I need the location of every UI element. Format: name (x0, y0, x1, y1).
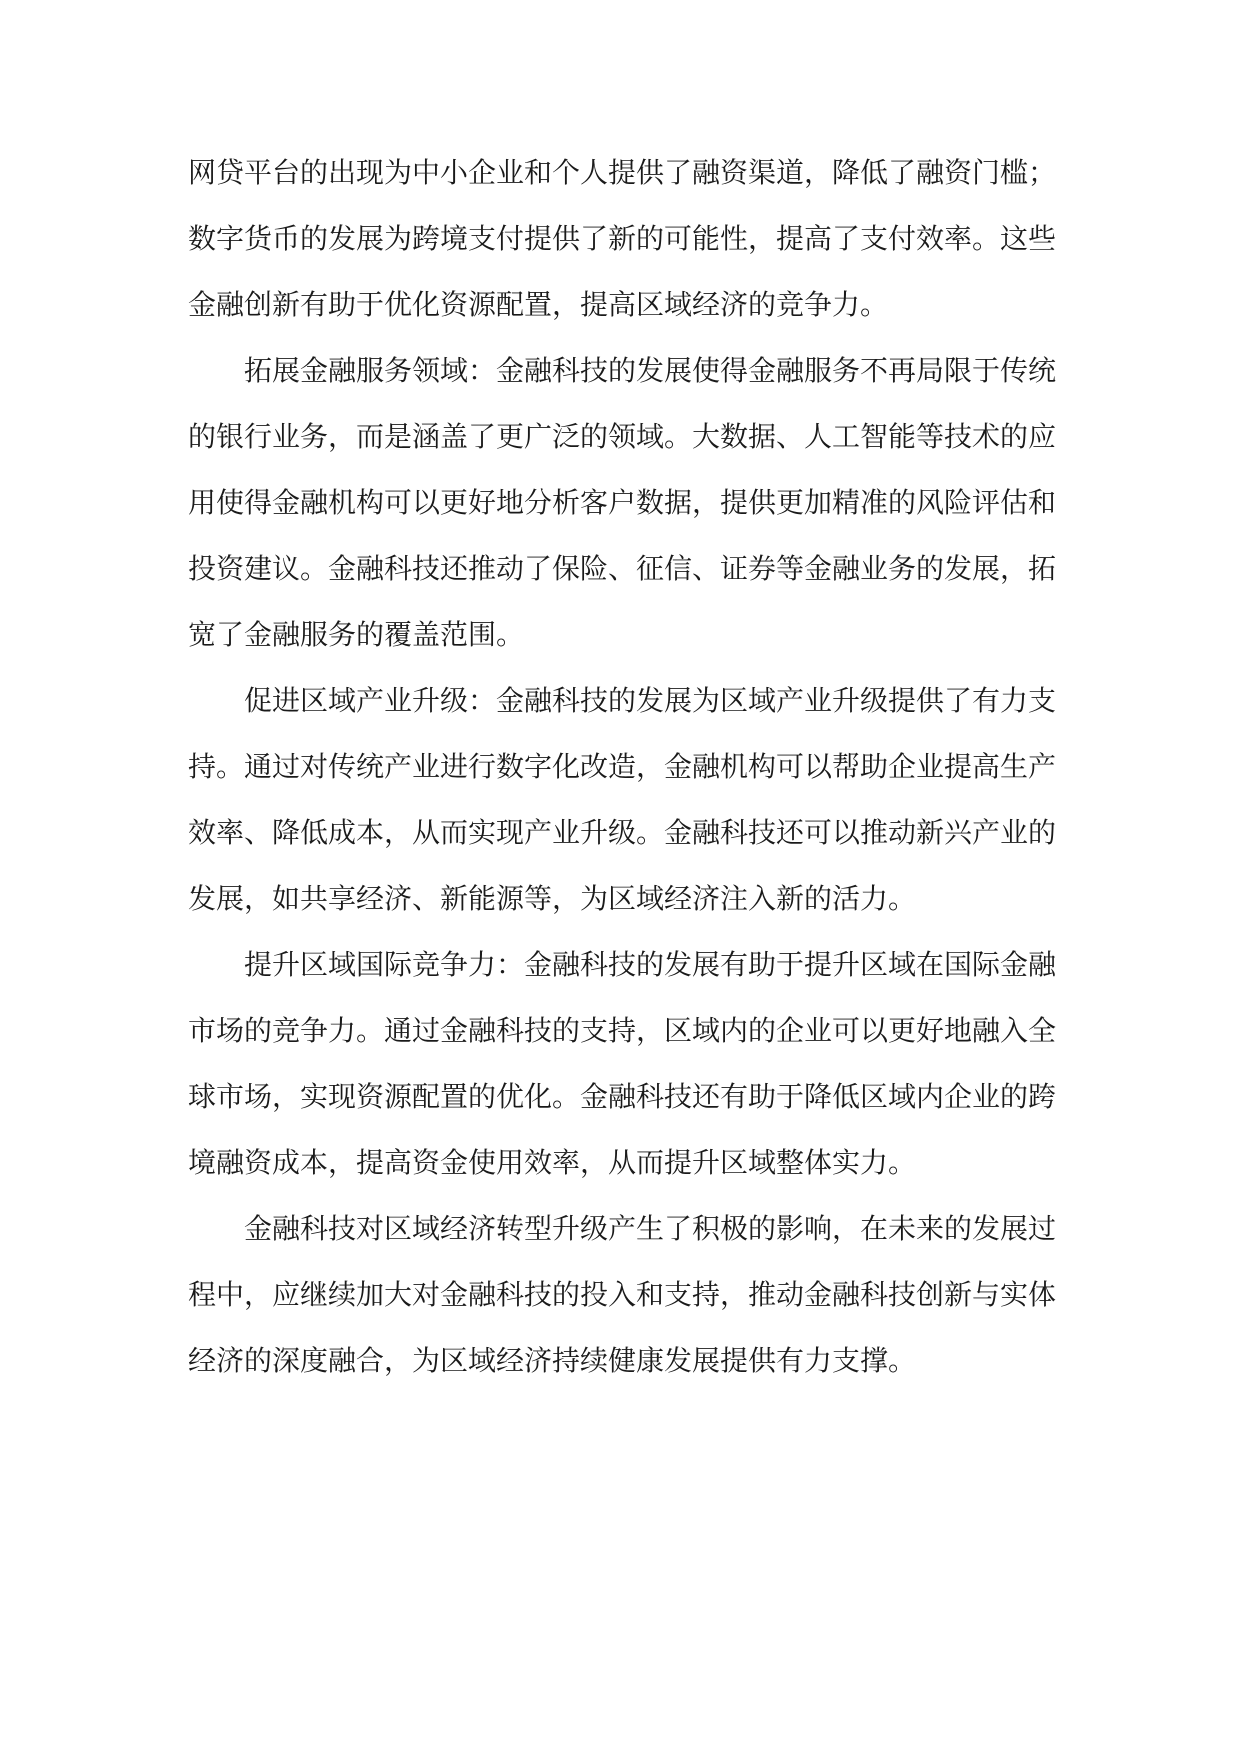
paragraph-conclusion: 金融科技对区域经济转型升级产生了积极的影响，在未来的发展过程中，应继续加大对金融科技的投入和支持，推动金融科技创新与实体经济的深度融合，为区域经济持续健康发展提供有力支撑。 (188, 1212, 1057, 1377)
paragraph-industry-upgrade: 促进区域产业升级：金融科技的发展为区域产业升级提供了有力支持。通过对传统产业进行数字化改造，金融机构可以帮助企业提高生产效率、降低成本，从而实现产业升级。金融科技还可以推动新兴产业的发展，如共享经济、新能源等，为区域经济注入新的活力。 (188, 684, 1057, 915)
paragraph-expand-financial-services: 拓展金融服务领域：金融科技的发展使得金融服务不再局限于传统的银行业务，而是涵盖了更广泛的领域。大数据、人工智能等技术的应用使得金融机构可以更好地分析客户数据，提供更加精准的风险评估和投资建议。金融科技还推动了保险、征信、证券等金融业务的发展，拓宽了金融服务的覆盖范围。 (188, 354, 1057, 651)
paragraph-continued: 网贷平台的出现为中小企业和个人提供了融资渠道，降低了融资门槛；数字货币的发展为跨境支付提供了新的可能性，提高了支付效率。这些金融创新有助于优化资源配置，提高区域经济的竞争力。 (188, 156, 1057, 321)
document-body (188, 140, 1056, 1394)
paragraph-international-competitiveness: 提升区域国际竞争力：金融科技的发展有助于提升区域在国际金融市场的竞争力。通过金融科技的支持，区域内的企业可以更好地融入全球市场，实现资源配置的优化。金融科技还有助于降低区域内企业的跨境融资成本，提高资金使用效率，从而提升区域整体实力。 (188, 948, 1057, 1179)
